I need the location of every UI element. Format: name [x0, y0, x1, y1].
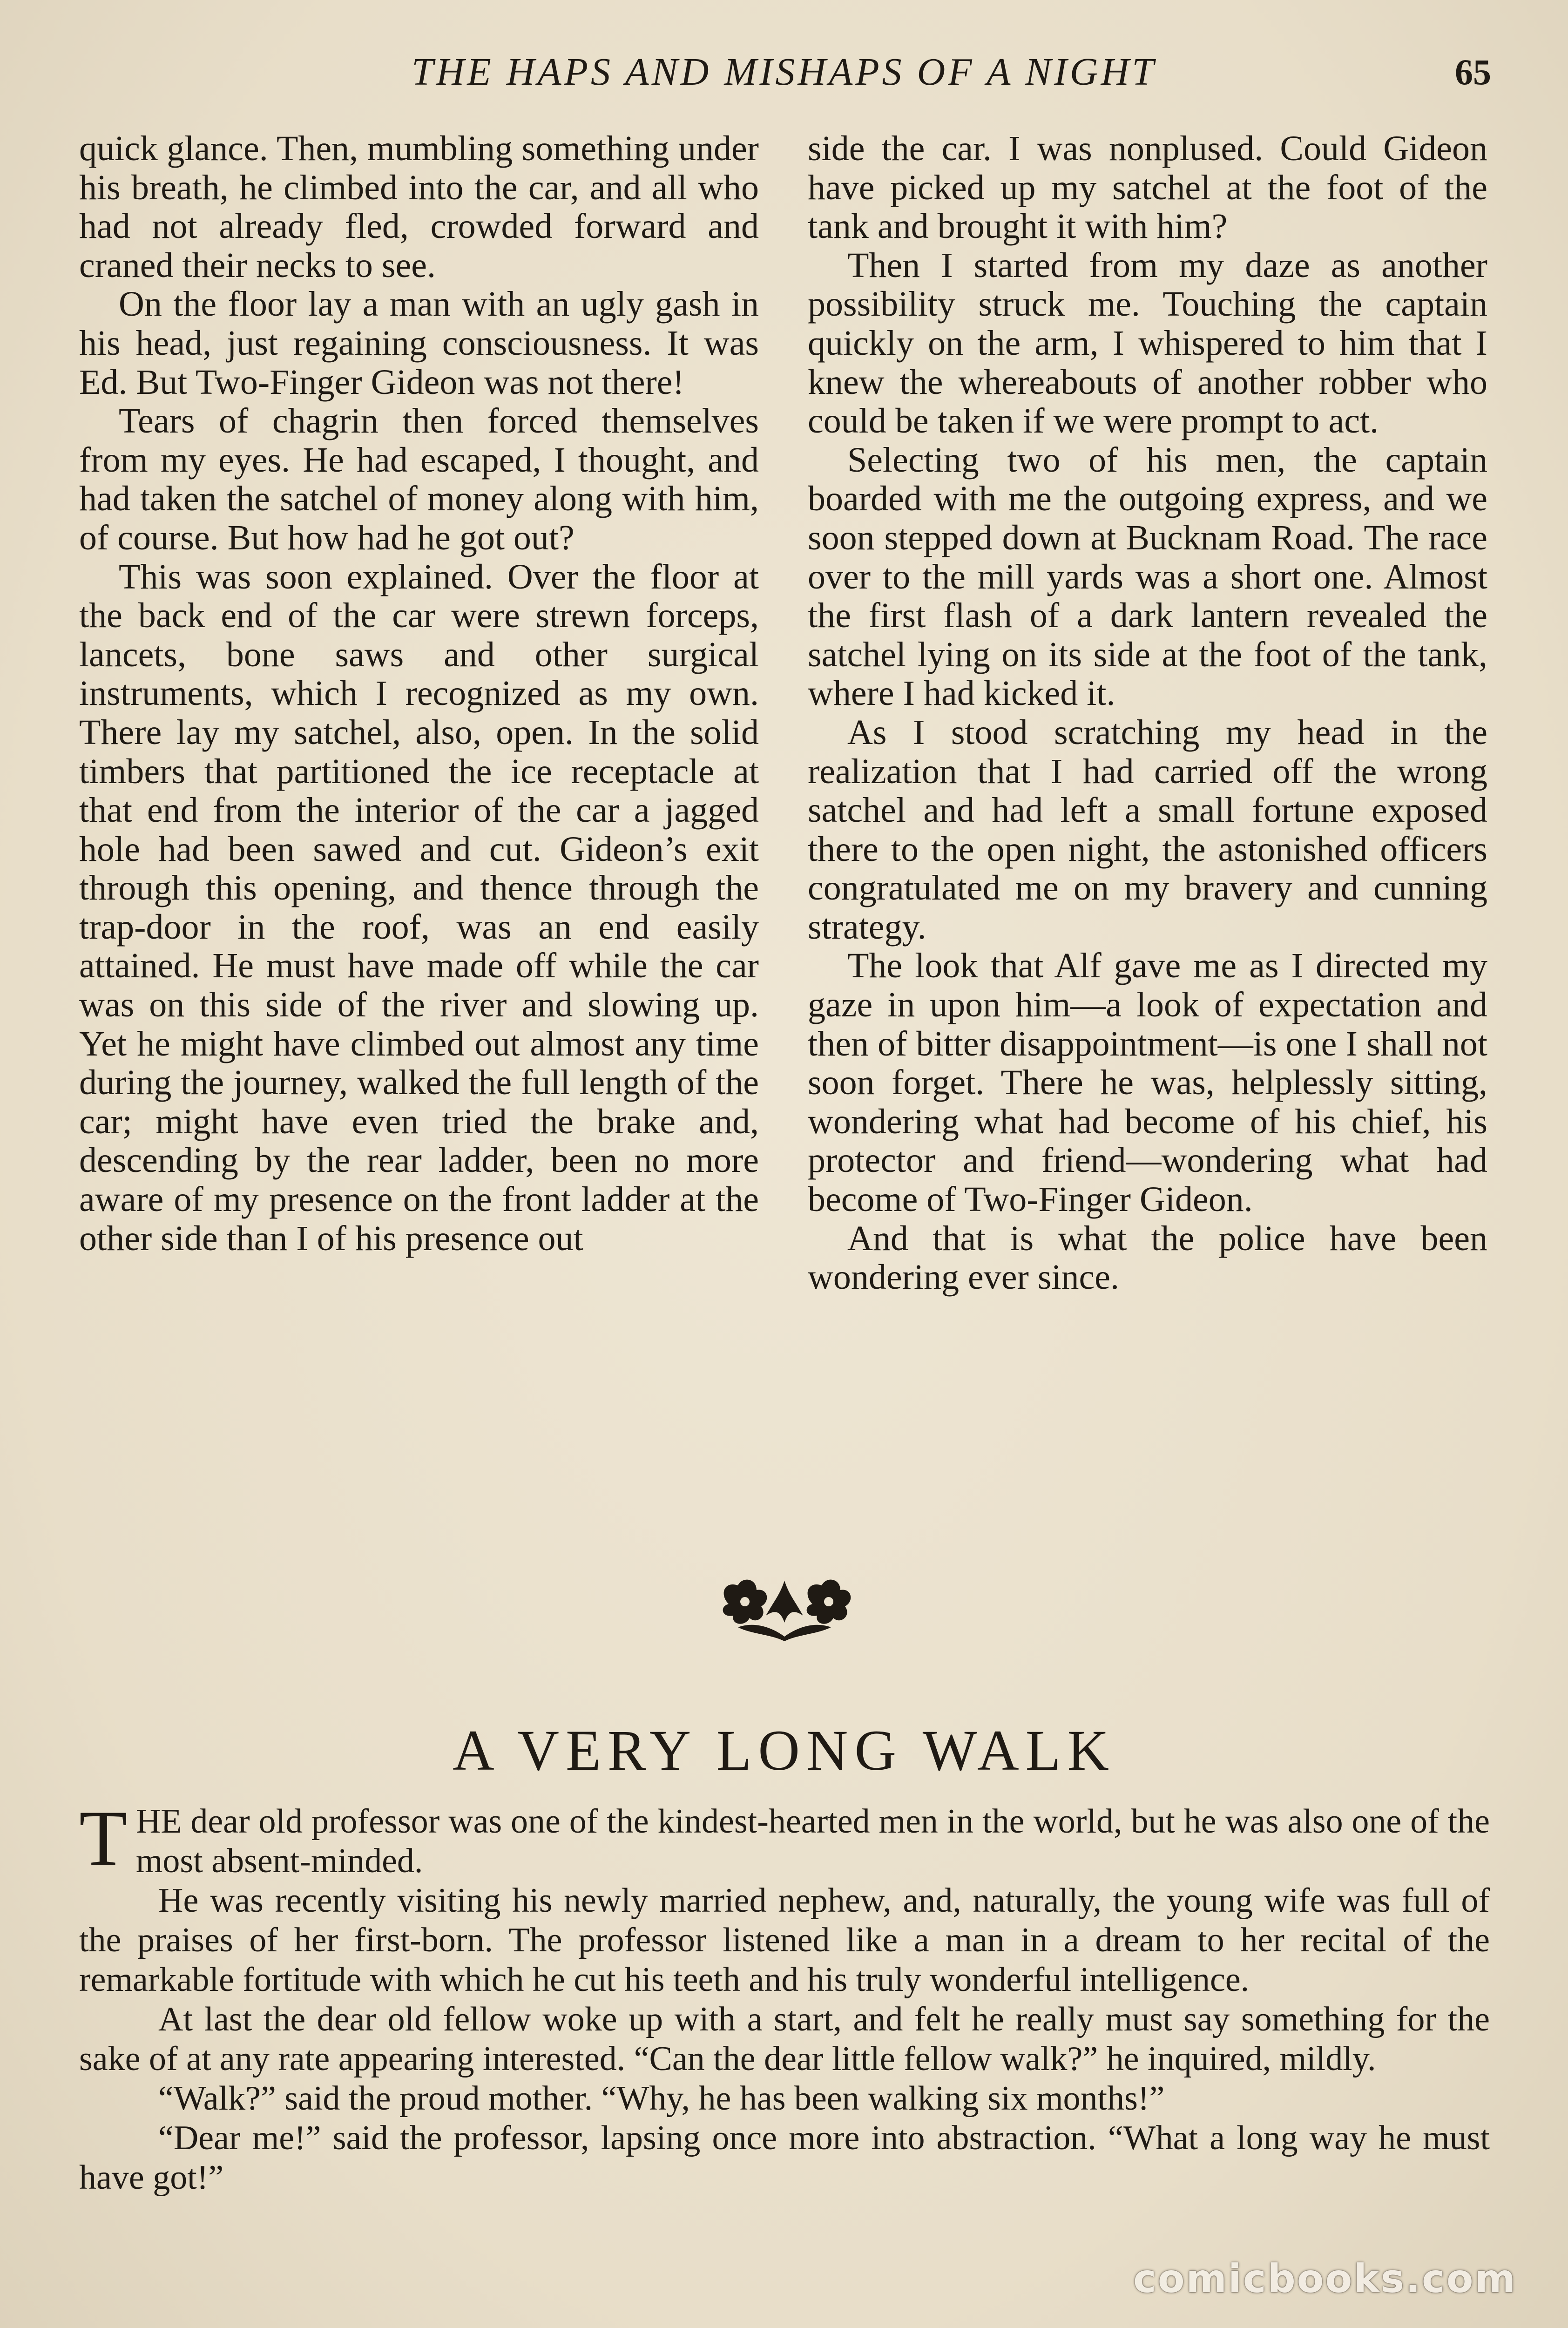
story-paragraph-1 [79, 1794, 1490, 1882]
left-paragraph-4: This was soon explained. Over the floor at the back end of the car were strewn forceps, lancets, bone saws and other surgical instruments, which I recognized as my own. There lay my satchel, also, open. In the solid timbers that partitioned the ice receptacle at that end from the interior of the car a jagged hole had been sawed and cut. Gideon’s exit through this opening, and thence through the trap-door in the roof, was an end easily attained. He must have made off while the car was on this side of the river and slowing up. Yet he might have climbed out almost any time during the journey, walked the full length of the car; might have even tried the brake and, descending by the rear ladder, been no more aware of my presence on the front ladder at the other side than I of his presence out [79, 557, 759, 1258]
right-paragraph-1: side the car. I was nonplused. Could Gideon have picked up my satchel at the foot of the tank and brought it with him? [808, 129, 1487, 246]
story-paragraph-5: “Dear me!” said the professor, lapsing once more into abstraction. “What a long way he must have got!” [79, 2119, 1490, 2197]
story-paragraph-2: He was recently visiting his newly married nephew, and, naturally, the young wife was full of the praises of her first-born. The professor listened like a man in a dream to her recital of the remarkable fortitude with which he cut his teeth and his truly wonderful intelligence. [79, 1881, 1490, 1999]
right-paragraph-3: Selecting two of his men, the captain boarded with me the outgoing express, and we soon stepped down at Bucknam Road. The race over to the mill yards was a short one. Almost the first flash of a dark lantern revealed the satchel lying on its side at the foot of the tank, where I had kicked it. [808, 440, 1487, 713]
story-title: A VERY LONG WALK [453, 1719, 1115, 1782]
right-paragraph-2: Then I started from my daze as another possibility struck me. Touching the captain quickly on the arm, I whispered to him that I knew the whereabouts of another robber who could be taken if we were prompt to act. [808, 245, 1487, 441]
story-paragraph-1-text: HE dear old professor was one of the kindest-hearted men in the world, but he was also one of the most absent-minded. [135, 1802, 1490, 1880]
watermark: comicbooks.com [1133, 2256, 1517, 2301]
page-number: 65 [1455, 52, 1491, 92]
right-column [808, 129, 1487, 1297]
story-paragraph-3: At last the dear old fellow woke up with a start, and felt he really must say something for the sake of at any rate appearing interested. “Can the dear little fellow walk?” he inquired, mildly. [79, 2000, 1490, 2078]
right-paragraph-5: The look that Alf gave me as I directed my gaze in upon him—a look of expectation and then of bitter disappointment—is one I shall not soon forget. There he was, helplessly sitting, wondering what had become of his chief, his protector and friend—wondering what had become of Two-Finger Gideon. [808, 946, 1487, 1219]
right-paragraph-6: And that is what the police have been wondering ever since. [808, 1218, 1487, 1297]
story-paragraph-4: “Walk?” said the proud mother. “Why, he has been walking six months!” [158, 2079, 1165, 2118]
running-head [0, 44, 1568, 100]
left-column [79, 129, 759, 1258]
left-paragraph-1: quick glance. Then, mumbling something under his breath, he climbed into the car, and all who had not already fled, crowded forward and craned their necks to see. [79, 129, 759, 285]
floral-vignette-icon [710, 1571, 859, 1646]
running-title: THE HAPS AND MISHAPS OF A NIGHT [412, 50, 1156, 94]
story-body [79, 1794, 1490, 2198]
left-paragraph-3: Tears of chagrin then forced themselves from my eyes. He had escaped, I thought, and had taken the satchel of money along with him, of course. But how had he got out? [79, 401, 759, 557]
right-paragraph-4: As I stood scratching my head in the realization that I had carried off the wrong satchel and had left a small fortune exposed there to the open night, the astonished officers congratulated me on my bravery and cunning strategy. [808, 712, 1487, 947]
drop-cap: T [79, 1794, 128, 1882]
left-paragraph-2: On the floor lay a man with an ugly gash in his head, just regaining consciousness. It was Ed. But Two-Finger Gideon was not there! [79, 284, 759, 402]
